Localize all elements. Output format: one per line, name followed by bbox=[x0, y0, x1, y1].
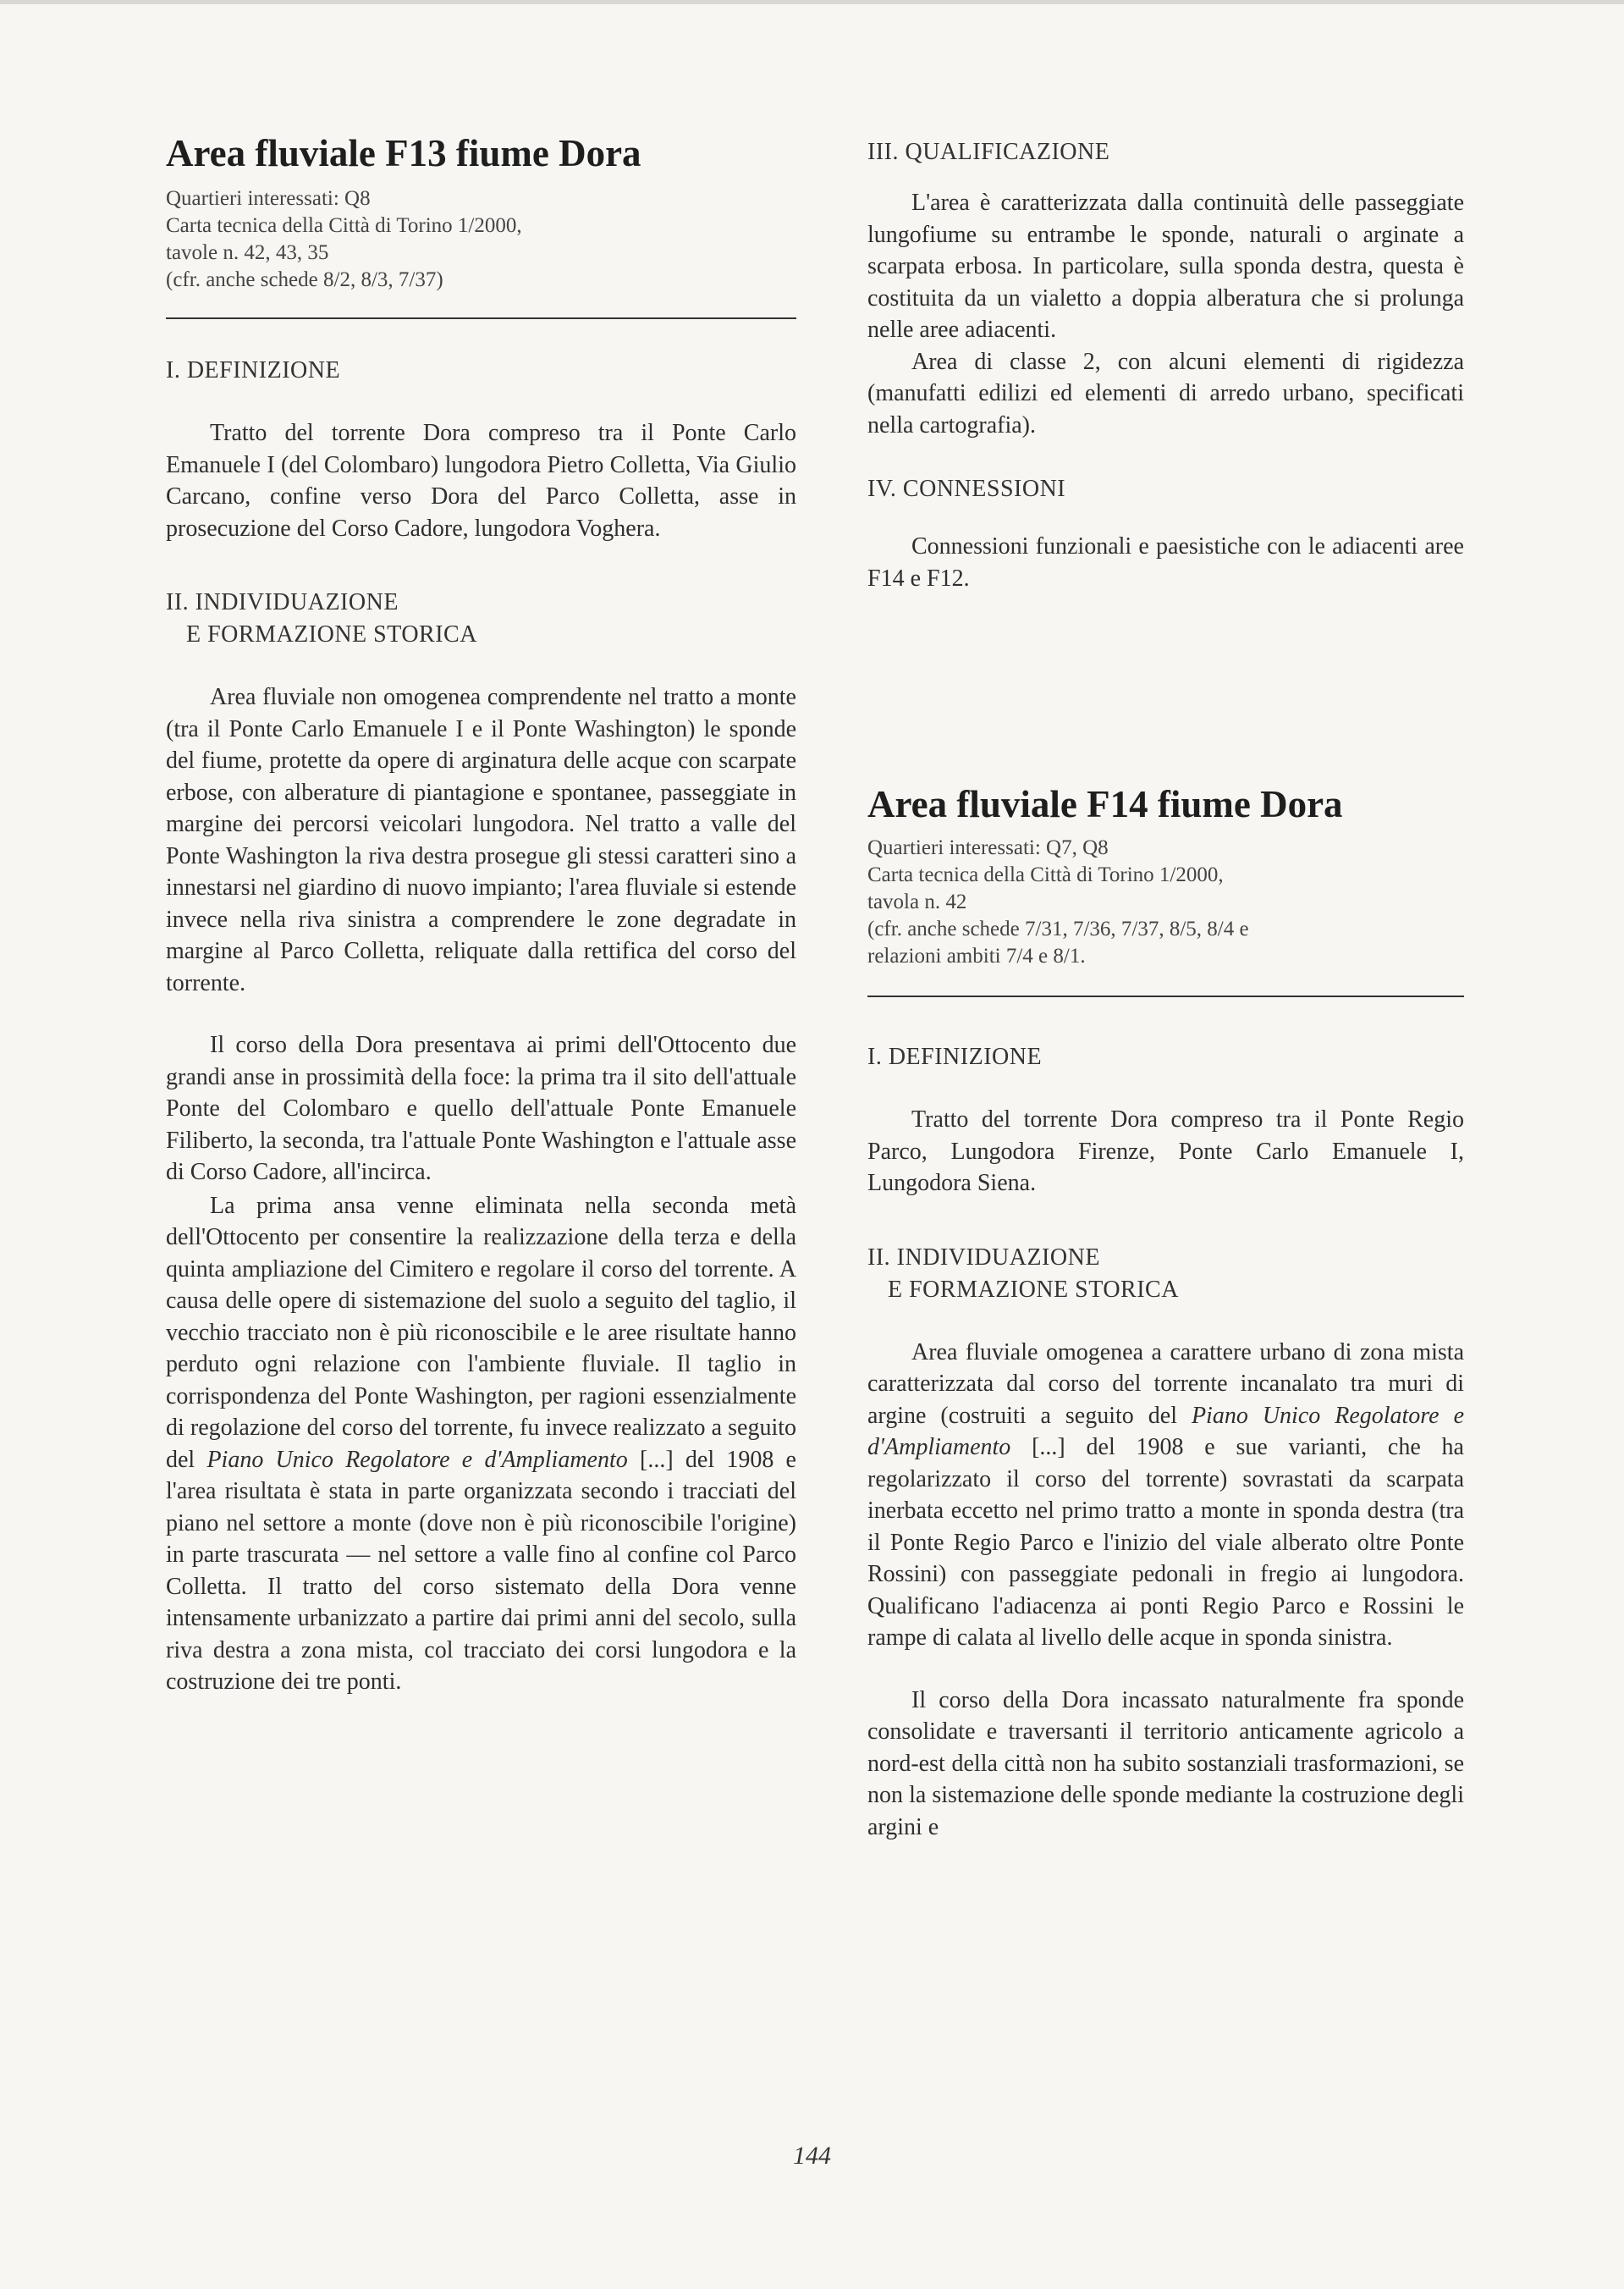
text-run: La prima ansa venne eliminata nella seconda metà dell'Ottocento per consentire la realizzazione della terza e della quinta ampliazione del Cimitero e regolare il corso del torrente. A causa delle opere di sistemazione del suolo a seguito del taglio, il vecchio tracciato non è più riconoscibile e le aree risultate hanno perduto ogni relazione con l'ambiente fluviale. Il taglio in corrispondenza del Ponte Washington, per ragioni essenzialmente di regolazione del corso del torrente, fu invece realizzato a seguito del bbox=[166, 1192, 796, 1473]
italic-title: Piano Unico Regolatore e d'Ampliamento bbox=[206, 1446, 628, 1473]
left-column bbox=[166, 131, 796, 1698]
qualificazione-paragraph: Area di classe 2, con alcuni elementi di rigidezza (manufatti edilizi ed elementi di arredo urbano, specificati nella cartografia). bbox=[867, 348, 1464, 438]
heading-line: E FORMAZIONE STORICA bbox=[186, 621, 477, 648]
meta-line: (cfr. anche schede 7/31, 7/36, 7/37, 8/5, 8/4 e bbox=[867, 918, 1249, 940]
italic-title: Piano Unico Regolatore e d'Ampliamento bbox=[867, 1402, 1464, 1460]
heading-definizione: I. DEFINIZIONE bbox=[867, 1044, 1043, 1070]
individuazione-paragraph: Il corso della Dora incassato naturalmente fra sponde consolidate e traversanti il territorio anticamente agricolo a nord-est della città non ha subito sostanziali trasformazioni, se non la sistemazione delle sponde mediante la costruzione degli argini e bbox=[867, 1686, 1464, 1840]
page-number: 144 bbox=[793, 2142, 831, 2170]
heading-individuazione bbox=[867, 1242, 1464, 1306]
definizione-text: Tratto del torrente Dora compreso tra il Ponte Carlo Emanuele I (del Colombaro) lungodora Pietro Colletta, Via Giulio Carcano, confine verso Dora del Parco Colletta, asse in prosecuzione del Corso Cadore, lungodora Voghera. bbox=[166, 420, 796, 542]
heading-line: E FORMAZIONE STORICA bbox=[888, 1276, 1179, 1303]
individuazione-paragraph bbox=[166, 1190, 796, 1698]
heading-connessioni: IV. CONNESSIONI bbox=[867, 476, 1066, 502]
meta-f13 bbox=[166, 185, 796, 294]
meta-line: tavola n. 42 bbox=[867, 891, 967, 913]
meta-line: Quartieri interessati: Q8 bbox=[166, 187, 371, 210]
definizione-text: Tratto del torrente Dora compreso tra il Ponte Regio Parco, Lungodora Firenze, Ponte Carlo Emanuele I, Lungodora Siena. bbox=[867, 1106, 1464, 1196]
section-divider bbox=[867, 996, 1464, 997]
text-run: [...] del 1908 e l'area risultata è stata in parte organizzata secondo i tracciati del piano nel settore a monte (dove non è più riconoscibile l'origine) in parte trascurata — nel settore a valle fino al confine col Parco Colletta. Il tratto del corso sistemato della Dora venne intensamente urbanizzato a partire dai primi anni del secolo, sulla riva destra a zona mista, col tracciato dei corsi lungodora e la costruzione dei tre ponti. bbox=[166, 1446, 796, 1695]
heading-line: II. INDIVIDUAZIONE bbox=[867, 1244, 1100, 1271]
meta-line: relazioni ambiti 7/4 e 8/1. bbox=[867, 945, 1086, 968]
individuazione-paragraph: Il corso della Dora presentava ai primi dell'Ottocento due grandi anse in prossimità della foce: la prima tra il sito dell'attuale Ponte del Colombaro e quello dell'attuale Ponte Emanuele Filiberto, la seconda, tra l'attuale Ponte Washington e l'attuale asse di Corso Cadore, all'incirca. bbox=[166, 1032, 796, 1185]
qualificazione-paragraph: L'area è caratterizzata dalla continuità delle passeggiate lungofiume su entrambe le sponde, naturali o arginate a scarpata erbosa. In particolare, sulla sponda destra, questa è costituita da un vialetto a doppia alberatura che si prolunga nelle aree adiacenti. bbox=[867, 190, 1464, 343]
title-f14: Area fluviale F14 fiume Dora bbox=[867, 783, 1343, 825]
heading-individuazione bbox=[166, 587, 796, 651]
right-column bbox=[867, 131, 1464, 1843]
meta-line: (cfr. anche schede 8/2, 8/3, 7/37) bbox=[166, 268, 443, 291]
title-f13: Area fluviale F13 fiume Dora bbox=[166, 132, 641, 174]
individuazione-paragraph bbox=[867, 1337, 1464, 1654]
meta-line: tavole n. 42, 43, 35 bbox=[166, 241, 329, 264]
meta-f14 bbox=[867, 835, 1464, 970]
meta-line: Carta tecnica della Città di Torino 1/2000, bbox=[166, 214, 522, 237]
heading-definizione: I. DEFINIZIONE bbox=[166, 357, 341, 383]
section-divider bbox=[166, 317, 796, 319]
heading-qualificazione: III. QUALIFICAZIONE bbox=[867, 139, 1110, 165]
meta-line: Carta tecnica della Città di Torino 1/2000, bbox=[867, 863, 1224, 886]
text-run: Area fluviale omogenea a carattere urbano di zona mista caratterizzata dal corso del torrente incanalato tra muri di argine (costruiti a seguito del bbox=[867, 1338, 1464, 1429]
connessioni-text: Connessioni funzionali e paesistiche con le adiacenti aree F14 e F12. bbox=[867, 533, 1464, 592]
meta-line: Quartieri interessati: Q7, Q8 bbox=[867, 836, 1109, 859]
text-run: [...] del 1908 e sue varianti, che ha regolarizzato il corso del torrente) sovrastati da scarpata inerbata eccetto nel primo tratto a monte in sponda destra (tra il Ponte Regio Parco e l'inizio del viale alberato oltre Ponte Rossini) con passeggiate pedonali in fregio ai lungodora. Qualificano l'adiacenza ai ponti Regio Parco e Rossini le rampe di calata al livello delle acque in sponda sinistra. bbox=[867, 1434, 1464, 1651]
heading-line: II. INDIVIDUAZIONE bbox=[166, 589, 399, 615]
individuazione-paragraph: Area fluviale non omogenea comprendente nel tratto a monte (tra il Ponte Carlo Emanuele I e il Ponte Washington) le sponde del fiume, protette da opere di arginatura delle acque con scarpate erbose, con alberature di piantagione e spontanee, passeggiate in margine dei percorsi veicolari lungodora. Nel tratto a valle del Ponte Washington la riva destra prosegue gli stessi caratteri sino a innestarsi nel giardino di nuovo impianto; l'area fluviale si estende invece nella riva sinistra a comprendere le zone degradate in margine al Parco Colletta, reliquate dalla rettifica del corso del torrente. bbox=[166, 684, 796, 996]
page-top-edge bbox=[0, 0, 1624, 4]
